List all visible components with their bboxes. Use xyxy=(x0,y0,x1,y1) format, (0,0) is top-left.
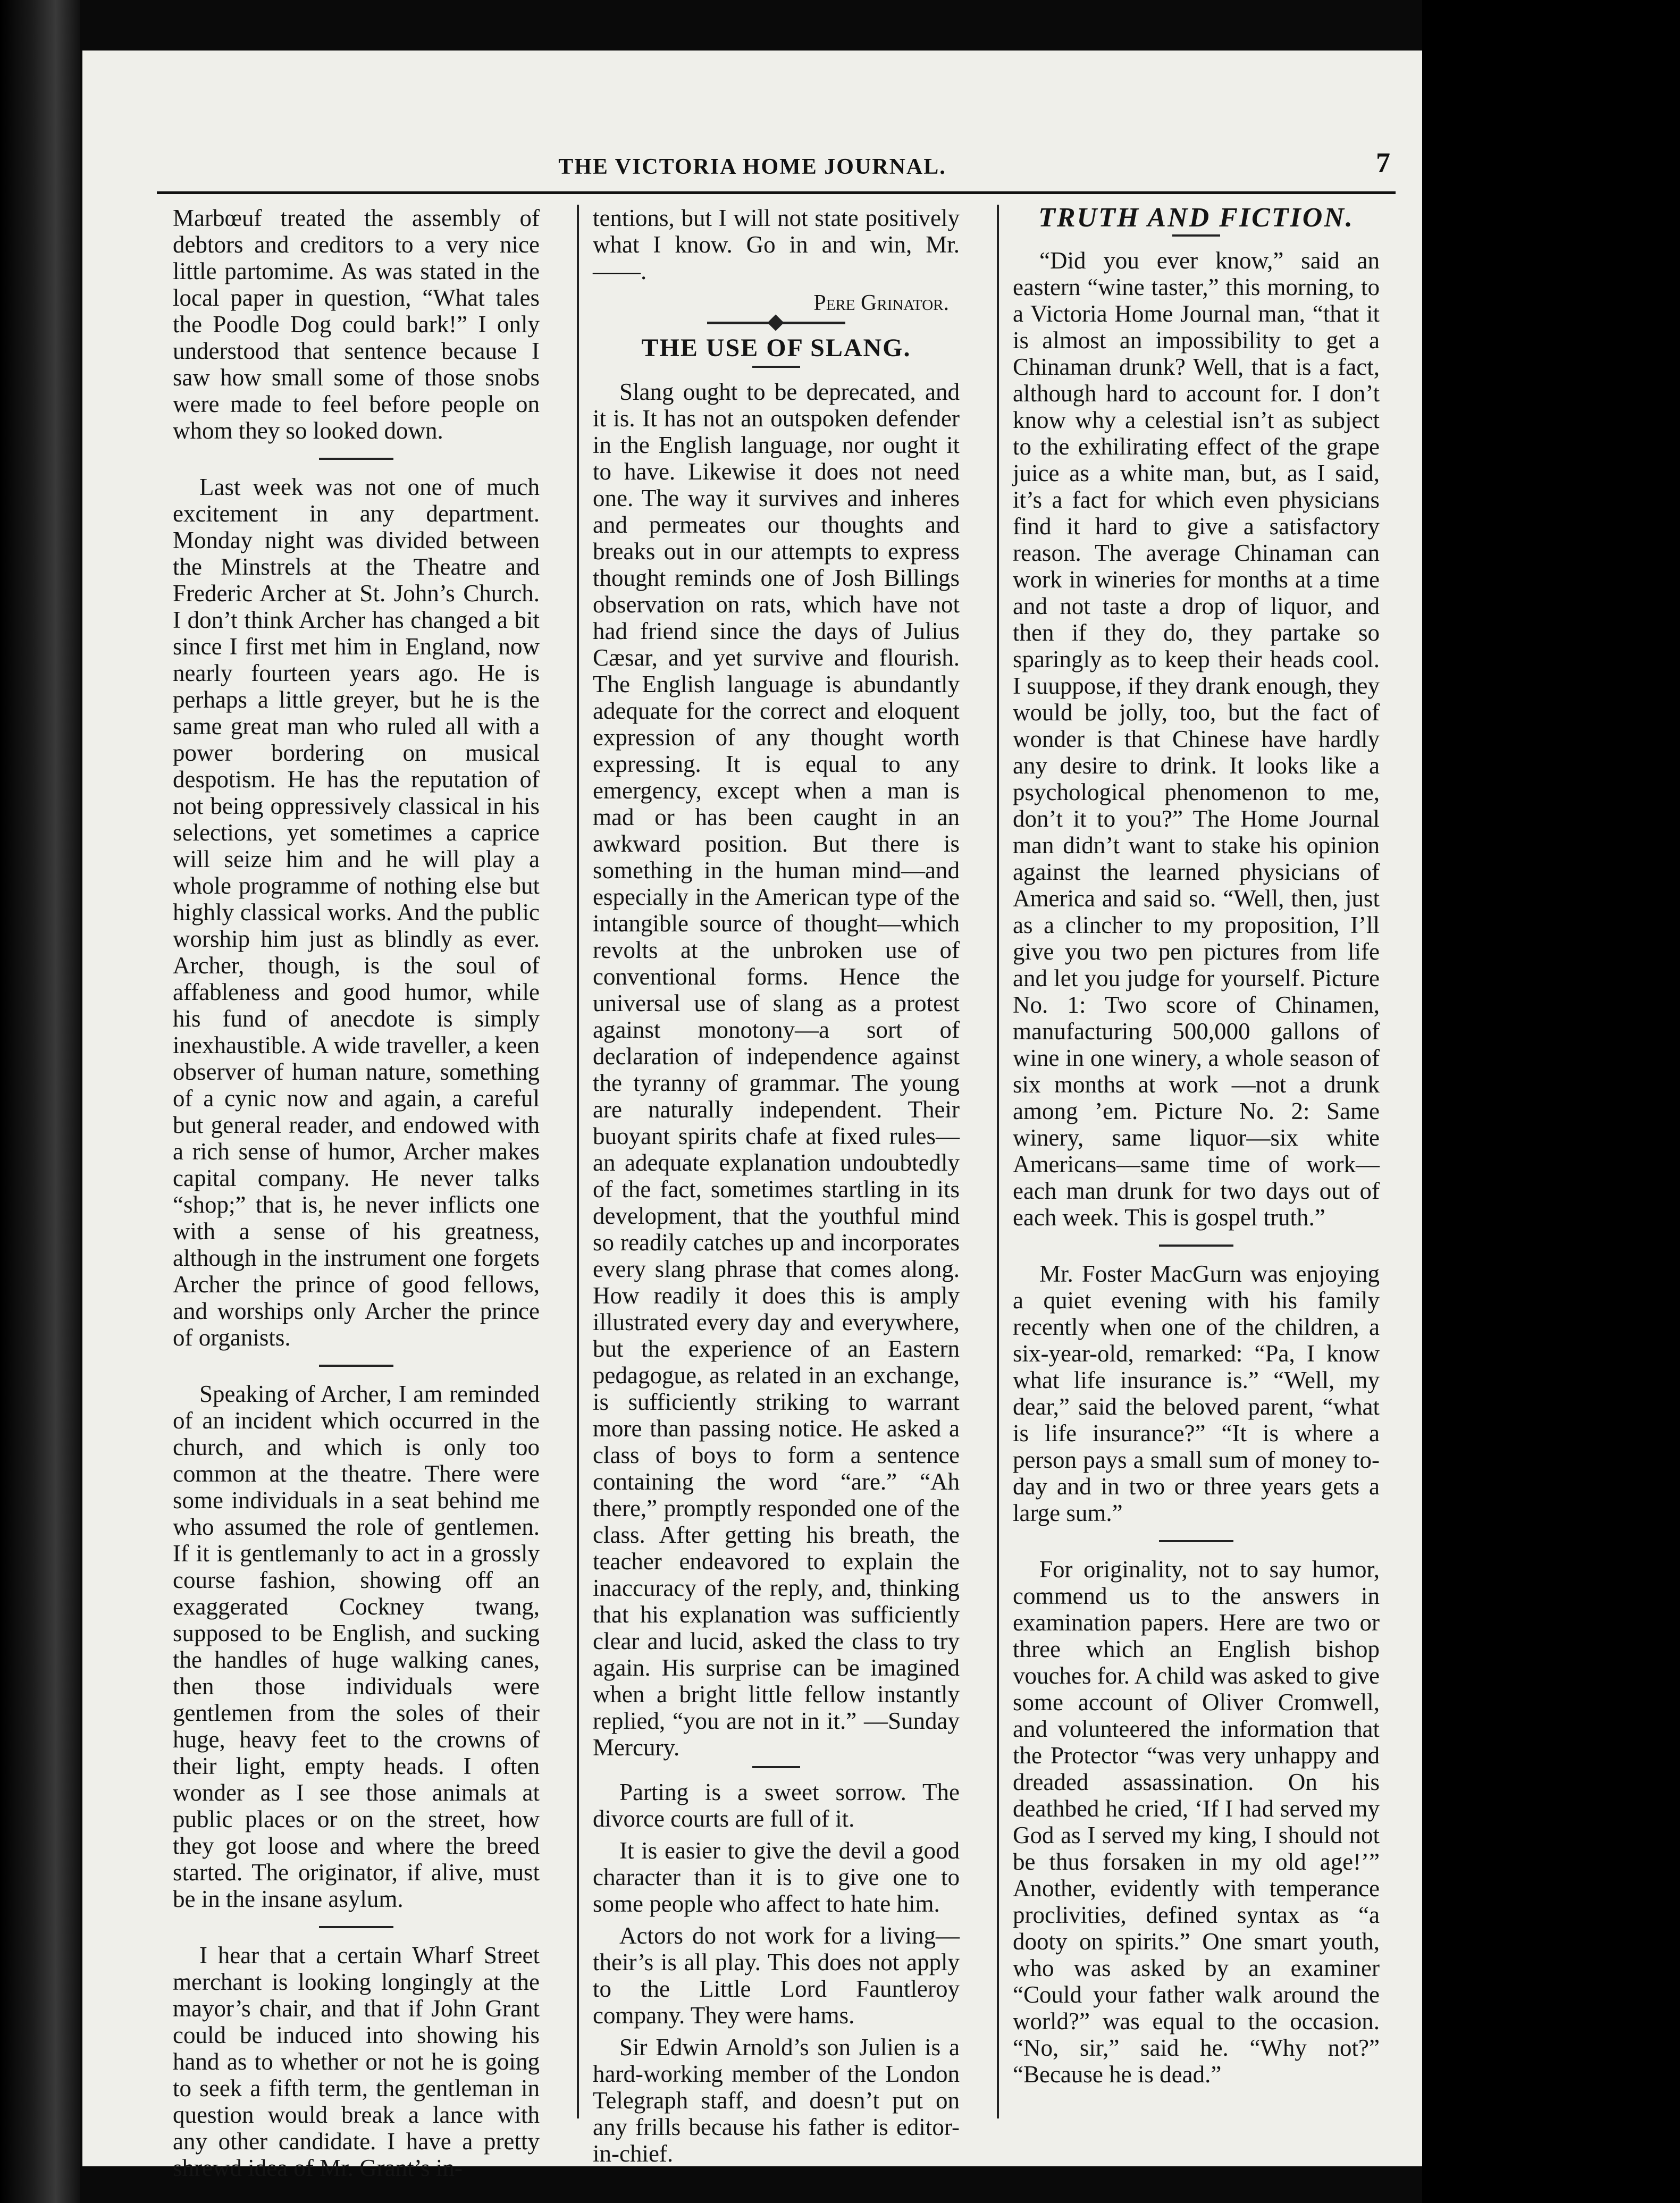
article-paragraph: Mr. Foster MacGurn was enjoying a quiet evening with his family recently when one of the children, a six-year-old, remarked: “Pa, I know what life insurance is.” “Well, my dear,” said the beloved parent, “what is life insurance?” “It is where a person pays a small sum of money to-day and in two or three years gets a large sum.” xyxy=(1013,1260,1380,1526)
title-rule xyxy=(752,366,800,368)
page-number: 7 xyxy=(1376,147,1390,179)
column-1 xyxy=(173,205,540,2181)
newspaper-page xyxy=(82,51,1422,2181)
scan-binding-edge xyxy=(0,0,80,2203)
section-divider xyxy=(752,1766,800,1768)
article-paragraph: Sir Edwin Arnold’s son Julien is a hard-working member of the London Telegraph staff, and doesn’t put on any frills because his father is editor-in-chief. xyxy=(593,2034,960,2167)
title-rule xyxy=(1172,234,1220,237)
section-divider xyxy=(319,458,393,460)
article-paragraph: tentions, but I will not state positively what I know. Go in and win, Mr. ——. xyxy=(593,205,960,284)
article-paragraph: Slang ought to be deprecated, and it is. It has not an outspoken defender in the English language, nor ought it to have. Likewise it does not need one. The way it survives and inheres and permeates our thoughts and breaks out in our attempts to express thought reminds one of Josh Billings observation on rats, which have not had friend since the days of Julius Cæsar, and yet survive and flourish. The English language is abundantly adequate for the correct and eloquent expression of any thought worth expressing. It is equal to any emergency, except when a man is mad or has been caught in an awkward position. But there is something in the human mind—and especially in the American type of the intangible source of thought—which revolts at the unbroken use of conventional forms. Hence the universal use of slang as a protest against monotony—a sort of declaration of independence against the tyranny of grammar. The young are naturally independent. Their buoyant spirits chafe at fixed rules—an adequate explanation undoubtedly of the fact, sometimes startling in its development, that the youthful mind so readily catches up and incorporates every slang phrase that comes along. How readily it does this is amply illustrated every day and everywhere, but the experience of an Eastern pedagogue, as related in an exchange, is sufficiently striking to warrant more than passing notice. He asked a class of boys to form a sentence containing the word “are.” “Ah there,” promptly responded one of the class. After getting his breath, the teacher endeavored to explain the inaccuracy of the reply, and, thinking that his explanation was sufficiently clear and lucid, asked the class to try again. His surprise can be imagined when a bright little fellow instantly replied, “you are not in it.” —Sunday Mercury. xyxy=(593,379,960,1761)
column-rule xyxy=(577,205,579,2118)
header-rule xyxy=(157,191,1396,194)
article-paragraph: Actors do not work for a living—their’s is all play. This does not apply to the Little Lord Fauntleroy company. They were hams. xyxy=(593,1922,960,2029)
article-paragraph: Marbœuf treated the assembly of debtors and creditors to a very nice little partomime. As was stated in the local paper in question, “What tales the Poodle Dog could bark!” I only understood that sentence because I saw how small some of those snobs were made to feel before people on whom they so looked down. xyxy=(173,205,540,444)
masthead-title: THE VICTORIA HOME JOURNAL. xyxy=(558,155,946,179)
ornament-divider xyxy=(707,322,845,324)
article-paragraph: Last week was not one of much excitement in any department. Monday night was divided between the Minstrels at the Theatre and Frederic Archer at St. John’s Church. I don’t think Archer has changed a bit since I first met him in England, now nearly fourteen years ago. He is perhaps a little greyer, but he is the same great man who ruled all with a power bordering on musical despotism. He has the reputation of not being oppressively classical in his selections, yet sometimes a caprice will seize him and he will play a whole programme of nothing else but highly classical works. And the public worship him just as blindly as ever. Archer, though, is the soul of affableness and good humor, while his fund of anecdote is simply inexhaustible. A wide traveller, a keen observer of human nature, something of a cynic now and again, a careful but general reader, and endowed with a rich sense of humor, Archer makes capital company. He never talks “shop;” that is, he never inflicts one with a sense of his greatness, although in the instrument one forgets Archer the prince of good fellows, and worships only Archer the prince of organists. xyxy=(173,474,540,1351)
section-divider xyxy=(1159,1540,1233,1542)
article-paragraph: Speaking of Archer, I am reminded of an incident which occurred in the church, and which is only too common at the theatre. There were some individuals in a seat behind me who assumed the role of gentlemen. If it is gentlemanly to act in a grossly course fashion, showing off an exaggerated Cockney twang, supposed to be English, and sucking the handles of huge walking canes, then those individuals were gentlemen from the soles of their huge, heavy feet to the crowns of their light, empty heads. I often wonder as I see those animals at public places or on the street, how they got loose and where the breed started. The originator, if alive, must be in the insane asylum. xyxy=(173,1381,540,1912)
slang-article-title: THE USE OF SLANG. xyxy=(641,334,911,362)
author-signature: Pere Grinator. xyxy=(813,291,949,315)
truth-fiction-title: TRUTH AND FICTION. xyxy=(1038,203,1354,233)
article-paragraph: It is easier to give the devil a good character than it is to give one to some people who affect to hate him. xyxy=(593,1837,960,1917)
article-paragraph: Parting is a sweet sorrow. The divorce courts are full of it. xyxy=(593,1779,960,1832)
column-2 xyxy=(593,205,960,2167)
section-divider xyxy=(1159,1245,1233,1247)
column-3 xyxy=(1013,205,1380,2145)
column-rule xyxy=(997,205,999,2118)
article-paragraph: “Did you ever know,” said an eastern “wine taster,” this morning, to a Victoria Home Journal man, “that it is almost an impossibility to get a Chinaman drunk? Well, that is a fact, although hard to account for. I don’t know why a celestial isn’t as subject to the exhilirating effect of the grape juice as a white man, but, as I said, it’s a fact for which even physicians find it hard to give a satisfactory reason. The average Chinaman can work in wineries for months at a time and not taste a drop of liquor, and then if they do, they partake so sparingly as to keep their heads cool. I suuppose, if they drank enough, they would be jolly, too, but the fact of wonder is that Chinese have hardly any desire to drink. It looks like a psychological phenomenon to me, don’t it to you?” The Home Journal man didn’t want to stake his opinion against the learned physicians of America and said so. “Well, then, just as a clincher to my proposition, I’ll give you two pen pictures from life and let you judge for yourself. Picture No. 1: Two score of Chinamen, manufacturing 500,000 gallons of wine in one winery, a whole season of six months at work —not a drunk among ’em. Picture No. 2: Same winery, same liquor—six white Americans—same time of work—each man drunk for two days out of each week. This is gospel truth.” xyxy=(1013,247,1380,1231)
article-paragraph: For originality, not to say humor, commend us to the answers in examination papers. Here are two or three which an English bishop vouches for. A child was asked to give some account of Oliver Cromwell, and volunteered the information that the Protector “was very unhappy and dreaded assassination. On his deathbed he cried, ‘If I had served my God as I served my king, I should not be thus forsaken in my old age!’” Another, evidently with temperance proclivities, defined syntax as “a dooty on spirits.” One smart youth, who was asked by an examiner “Could your father walk around the world?” was equal to the occasion. “No, sir,” said he. “Why not?” “Because he is dead.” xyxy=(1013,1556,1380,2088)
section-divider xyxy=(319,1926,393,1928)
article-paragraph: I hear that a certain Wharf Street merchant is looking longingly at the mayor’s chair, and that if John Grant could be induced into showing his hand as to whether or not he is going to seek a fifth term, the gentleman in question would break a lance with any other candidate. I have a pretty shrewd idea of Mr. Grant’s in- xyxy=(173,1942,540,2181)
scan-background xyxy=(1422,0,1680,2203)
section-divider xyxy=(319,1365,393,1367)
